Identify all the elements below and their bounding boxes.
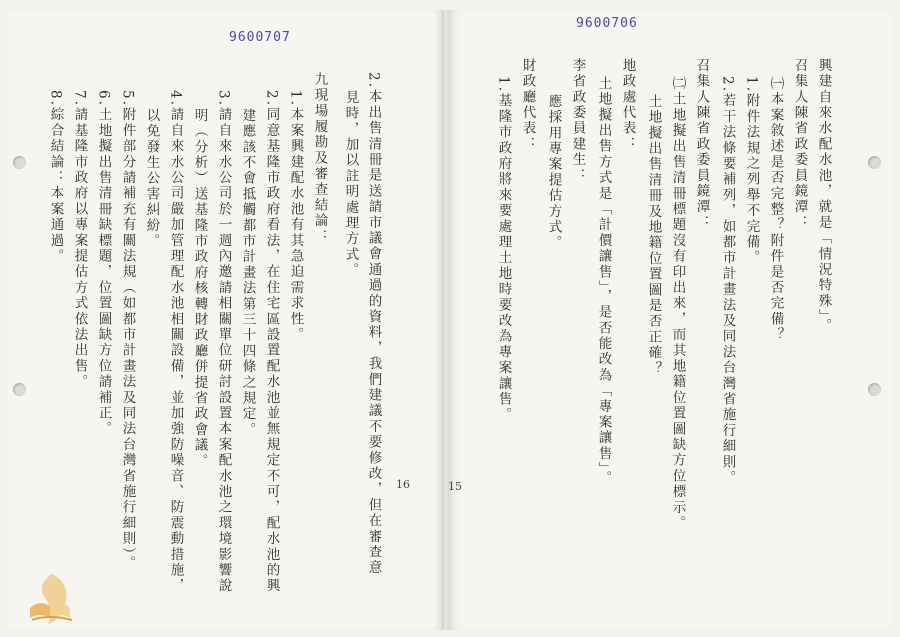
page-number: 15: [448, 480, 462, 493]
text-column: 5.附件部分請補充有關法規（如都市計畫法及同法台灣省施行細則）。: [119, 90, 136, 572]
text-column: 土地擬出售清冊及地籍位置圖是否正確？: [645, 94, 662, 377]
document-stamp-left: 9600707: [229, 30, 291, 45]
text-column: 1.本案興建配水池有其急迫需求性。: [287, 90, 304, 343]
text-column: 2.同意基隆市政府看法，在住宅區設置配水池並無規定不可，配水池的興: [263, 90, 280, 594]
binding-hole: [13, 156, 26, 169]
text-column: 明（分析）送基隆市政府核轉財政廳併提省政會議。: [191, 108, 208, 470]
text-column: ㈠本案敘述是否完整？附件是否完備？: [767, 76, 784, 343]
text-column: 土地擬出售方式是「計價讓售」，是否能改為「專案讓售」。: [595, 76, 612, 487]
text-column: 3.請自來水公司於一週內邀請相關單位研討設置本案配水池之環境影響說: [215, 90, 232, 594]
text-column: 7.請基隆市政府以專案提估方式依法出售。: [71, 90, 88, 390]
text-column: 8.綜合結論：本案通過。: [47, 90, 64, 265]
document-stamp-right: 9600706: [576, 16, 638, 31]
left-page: [8, 10, 444, 630]
text-column: 4.請自來水公司嚴加管理配水池相關設備，並加強防噪音、防震動措施，: [167, 90, 184, 594]
text-column: 地政處代表：: [619, 58, 636, 153]
text-column: 6.土地擬出售清冊缺標題，位置圖缺方位請補正。: [95, 90, 112, 437]
text-column: 建應該不會抵觸都市計畫法第三十四條之規定。: [239, 108, 256, 438]
binding-hole: [868, 383, 881, 396]
text-column: 見時，加以註明處理方式。: [342, 90, 359, 279]
text-column: 2.本出售清冊是送請市議會通過的資料，我們建議不要修改，但在審查意: [365, 72, 382, 576]
text-column: ㈡土地擬出售清冊標題沒有印出來，而其地籍位置圖缺方位標示。: [669, 76, 686, 532]
text-column: 九現場履勘及審查結論：: [311, 72, 328, 245]
binding-hole: [868, 156, 881, 169]
archive-logo: [22, 570, 82, 628]
page-number: 16: [396, 478, 410, 491]
text-column: 以免發生公害糾紛。: [143, 108, 160, 250]
text-column: 2.若干法條要補列，如都市計畫法及同法台灣省施行細則。: [719, 76, 736, 486]
right-page: [448, 10, 892, 630]
text-column: 1.附件法規之列舉不完備。: [743, 76, 760, 266]
binding-hole: [13, 383, 26, 396]
text-column: 李省政委員建生：: [569, 58, 586, 184]
text-column: 召集人陳省政委員鏡潭：: [791, 58, 808, 231]
text-column: 1.基隆市政府將來要處理土地時要改為專案讓售。: [495, 76, 512, 423]
text-column: 應採用專案提估方式。: [545, 94, 562, 251]
text-column: 興建自來水配水池，就是「情況特殊」。: [815, 58, 832, 334]
text-column: 召集人陳省政委員鏡潭：: [693, 58, 710, 231]
text-column: 財政廳代表：: [519, 58, 536, 153]
